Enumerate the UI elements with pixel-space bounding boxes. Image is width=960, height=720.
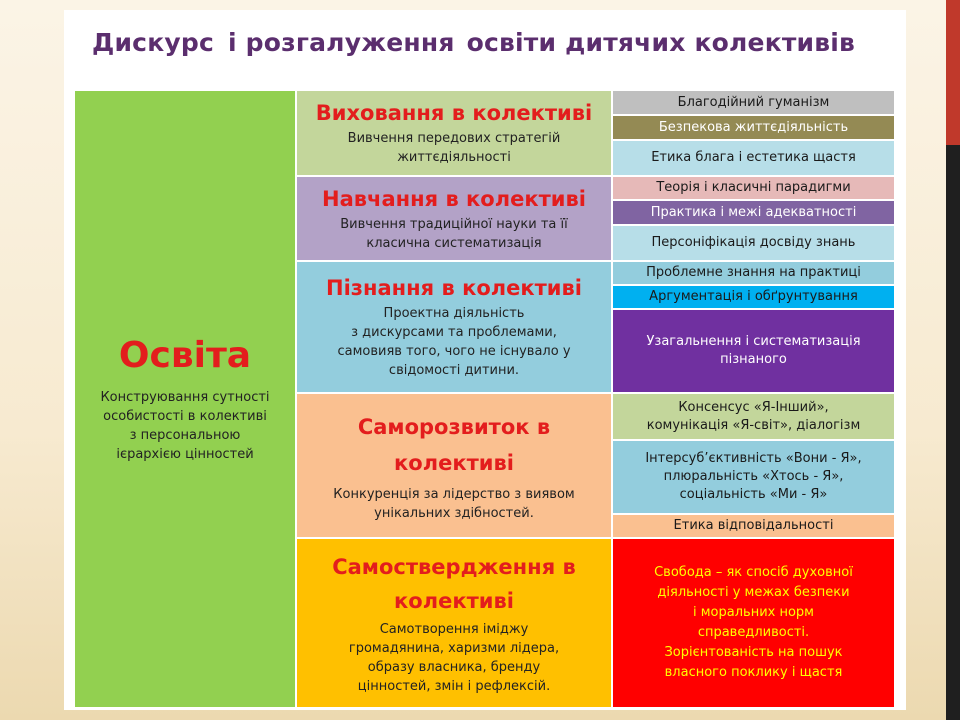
left-line: особистості в колективі xyxy=(103,409,267,424)
right-cell xyxy=(612,200,895,225)
right-line: Проблемне знання на практиці xyxy=(646,265,861,280)
right-line: Консенсус «Я-Інший», xyxy=(678,399,829,415)
right-cell xyxy=(612,514,895,538)
right-line: Практика і межі адекватності xyxy=(650,204,857,220)
section-vykhovannia xyxy=(296,90,612,176)
left-heading: Освіта xyxy=(118,335,252,376)
right-cell xyxy=(612,261,895,285)
right-line: комунікація «Я-світ», діалогізм xyxy=(646,417,861,433)
right-line: Свобода – як спосіб духовної xyxy=(654,565,853,580)
accent-bar-red xyxy=(946,0,960,145)
section-line: Проектна діяльність xyxy=(383,306,525,321)
right-cell xyxy=(612,176,895,200)
right-cell xyxy=(612,225,895,261)
right-cell xyxy=(612,140,895,176)
section-line: цінностей, змін і рефлексій. xyxy=(357,679,551,694)
section-heading: Пізнання в колективі xyxy=(326,276,582,300)
right-cell xyxy=(612,90,895,115)
right-line: Благодійний гуманізм xyxy=(677,94,830,110)
right-line: Теорія і класичні парадигми xyxy=(656,180,851,195)
accent-bar-dark xyxy=(946,145,960,720)
section-line: образу власника, бренду xyxy=(367,660,541,675)
right-line: і моральних норм xyxy=(693,605,814,620)
right-cell xyxy=(612,115,895,140)
right-line: Етика відповідальності xyxy=(673,518,834,533)
right-line: власного поклику і щастя xyxy=(664,665,843,680)
section-line: життєдіяльності xyxy=(397,150,511,165)
right-cell xyxy=(612,285,895,309)
section-samorozvytok xyxy=(296,393,612,538)
right-line: Персоніфікація досвіду знань xyxy=(651,235,856,250)
section-line: громадянина, харизми лідера, xyxy=(348,641,560,656)
section-line: класична систематизація xyxy=(366,235,542,251)
section-line: унікальних здібностей. xyxy=(374,505,534,521)
right-line: плюральність «Хтось - Я», xyxy=(663,469,844,484)
right-line: Етика блага і естетика щастя xyxy=(651,150,856,165)
right-line: Зорієнтованість на пошук xyxy=(664,645,843,660)
section-samostverdzhennia xyxy=(296,538,612,708)
right-cell xyxy=(612,538,895,708)
right-cell xyxy=(612,440,895,514)
section-heading: Саморозвиток в колективі xyxy=(357,414,551,475)
section-line: Самотворення іміджу xyxy=(379,622,529,637)
right-line: соціальність «Ми - Я» xyxy=(679,487,828,502)
right-line: Узагальнення і систематизація xyxy=(646,334,861,349)
section-line: свідомості дитини. xyxy=(388,363,520,378)
section-heading: Виховання в колективі xyxy=(315,101,593,125)
section-line: Конкуренція за лідерство з виявом xyxy=(333,486,575,502)
left-line: ієрархією цінностей xyxy=(116,447,254,462)
right-line: Аргументація і обґрунтування xyxy=(649,289,858,304)
section-heading: Навчання в колективі xyxy=(322,186,586,211)
section-navchannia xyxy=(296,176,612,261)
right-line: Інтерсуб’єктивність «Вони - Я», xyxy=(645,451,862,466)
right-line: Безпекова життєдіяльність xyxy=(658,119,849,135)
right-cell xyxy=(612,309,895,393)
section-line: з дискурсами та проблемами, xyxy=(351,325,557,340)
page-title: Дискурс і розгалуження освіти дитячих колективів xyxy=(92,28,856,57)
section-heading: Самоствердження в колективі xyxy=(332,555,576,613)
right-line: діяльності у межах безпеки xyxy=(657,585,850,600)
right-line: пізнаного xyxy=(720,352,787,367)
section-line: Вивчення традиційної науки та її xyxy=(340,216,568,232)
left-line: з персональною xyxy=(129,428,241,443)
right-cell xyxy=(612,393,895,440)
section-line: Вивчення передових стратегій xyxy=(347,131,561,146)
left-line: Конструювання сутності xyxy=(100,390,270,405)
left-panel-osvita xyxy=(74,90,296,708)
section-line: самовияв того, чого не існувало у xyxy=(337,344,571,359)
section-piznannia xyxy=(296,261,612,393)
right-line: справедливості. xyxy=(697,625,810,640)
